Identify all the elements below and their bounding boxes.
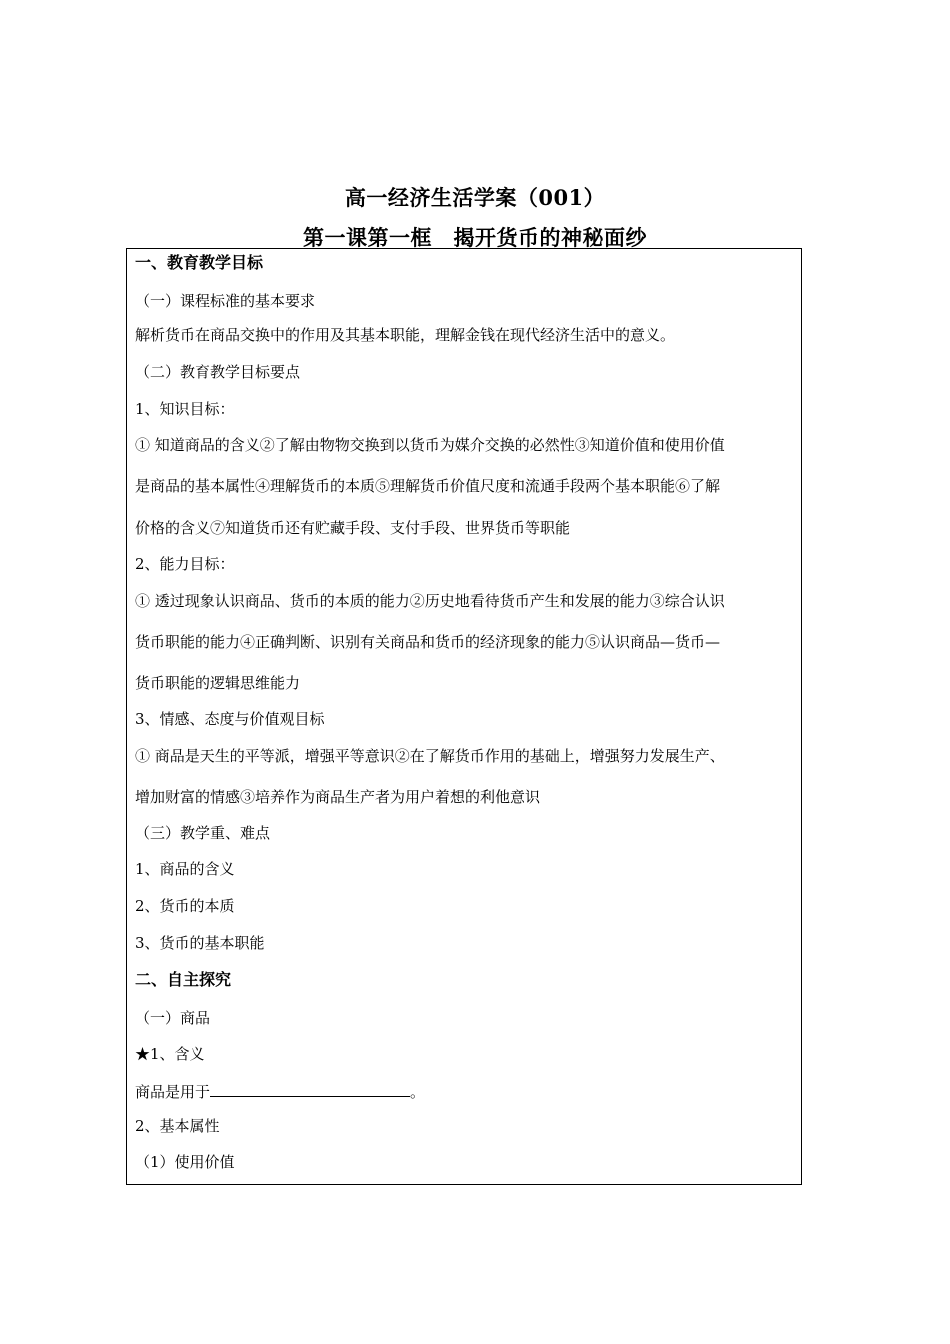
item-heading: ★1、含义 [135,1045,205,1063]
list-item: 2、货币的本质 [135,897,235,915]
paragraph-line: ① 商品是天生的平等派，增强平等意识②在了解货币作用的基础上，增强努力发展生产、 [135,747,725,765]
list-item: 3、货币的基本职能 [135,934,265,952]
paragraph-line: 是商品的基本属性④理解货币的本质⑤理解货币价值尺度和流通手段两个基本职能⑥了解 [135,477,721,495]
paragraph-line: 货币职能的能力④正确判断、识别有关商品和货币的经济现象的能力⑤认识商品—货币— [135,633,721,651]
subsection-heading: （一）课程标准的基本要求 [135,292,316,310]
item-heading: 2、能力目标： [135,555,235,573]
paragraph-line: ① 透过现象认识商品、货币的本质的能力②历史地看待货币产生和发展的能力③综合认识 [135,592,725,610]
item-heading: 1、知识目标： [135,400,235,418]
section-heading: 一、教育教学目标 [135,253,264,272]
paragraph-line: 增加财富的情感③培养作为商品生产者为用户着想的利他意识 [135,788,541,806]
fill-in-sentence [135,1081,425,1102]
section-heading: 二、自主探究 [135,970,232,989]
page-title: 高一经济生活学案（001） [344,185,606,210]
subsection-heading: （二）教育教学目标要点 [135,363,301,381]
sentence-suffix: 。 [410,1083,426,1101]
lesson-title: 第一课第一框 揭开货币的神秘面纱 [303,225,647,250]
paragraph-line: 价格的含义⑦知道货币还有贮藏手段、支付手段、世界货币等职能 [135,519,571,537]
paragraph-line: 货币职能的逻辑思维能力 [135,674,301,692]
paragraph: 解析货币在商品交换中的作用及其基本职能，理解金钱在现代经济生活中的意义。 [135,326,676,344]
item-heading: 2、基本属性 [135,1117,220,1135]
list-item: 1、商品的含义 [135,860,235,878]
subsection-heading: （一）商品 [135,1009,211,1027]
item-heading: （1）使用价值 [135,1153,235,1171]
item-heading: 3、情感、态度与价值观目标 [135,710,325,728]
subsection-heading: （三）教学重、难点 [135,824,271,842]
paragraph-line: ① 知道商品的含义②了解由物物交换到以货币为媒介交换的必然性③知道价值和使用价值 [135,436,725,454]
sentence-prefix: 商品是用于 [135,1083,211,1101]
blank-line[interactable] [210,1081,410,1097]
